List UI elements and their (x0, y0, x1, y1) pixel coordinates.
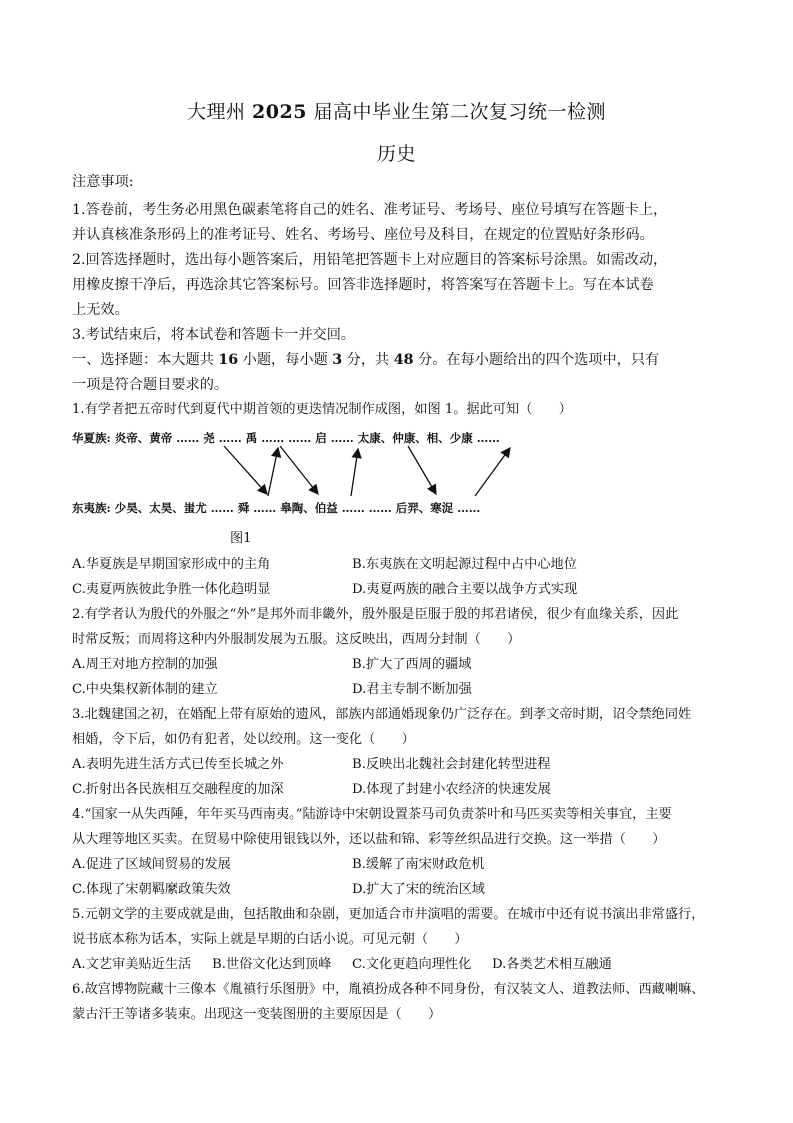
question-4-stem: 4.“国家一从失西陲，年年买马西南夷。”陆游诗中宋朝设置茶马司负责茶叶和马匹买卖等相关事宜，主要 (72, 807, 672, 822)
question-4-stem: 从大理等地区买卖。在贸易中除使用银钱以外，还以盐和锦、彩等丝织品进行交换。这一举措（ ） (72, 832, 666, 847)
arrow-taikang-to-houyi (408, 446, 436, 494)
notice-line: 1.答卷前，考生务必用黑色碳素笔将自己的姓名、准考证号、考场号、座位号填写在答题卡上， (72, 202, 668, 218)
arrow-yao-to-shun (224, 446, 267, 494)
q1-option-a: A.华夏族是早期国家形成中的主角 (72, 557, 271, 572)
question-2-stem: 时常反叛；而周将这种内外服制发展为五服。这反映出，西周分封制（ ） (72, 632, 521, 647)
notice-line: 并认真核准条形码上的准考证号、姓名、考场号、座位号及科目，在规定的位置贴好条形码。 (72, 227, 654, 243)
section-heading-line2: 一项是符合题目要求的。 (72, 377, 229, 393)
q2-option-a: A.周王对地方控制的加强 (72, 657, 218, 672)
arrow-hanzhuo-to-shaokang (475, 448, 510, 496)
title-text-2: 届高中毕业生第二次复习统一检测 (306, 101, 606, 123)
title-year: 2025 (252, 101, 307, 123)
q4-option-c: C.体现了宋朝羁縻政策失效 (72, 882, 231, 897)
question-5-stem: 5.元朝文学的主要成就是曲，包括散曲和杂剧，更加适合市井演唱的需要。在城市中还有说书演出非常盛行， (72, 907, 705, 922)
figure-row-dongyi: 东夷族: 少昊、太昊、蚩尤 …… 舜 …… 皋陶、伯益 …… …… 后羿、寒浞 …… (72, 501, 481, 515)
q3-option-a: A.表明先进生活方式已传至长城之外 (72, 757, 284, 772)
q2-option-d: D.君主专制不断加强 (352, 682, 472, 697)
question-5-stem: 说书底本称为话本，实际上就是早期的白话小说。可见元朝（ ） (72, 932, 468, 947)
arrow-boyi-to-qi (351, 449, 358, 496)
figure-row-huaxia: 华夏族: 炎帝、黄帝 …… 尧 …… 禹 …… …… 启 …… 太康、仲康、相、少康 …… (72, 431, 500, 445)
question-3-stem: 相婚，令下后，如仍有犯者，处以绞刑。这一变化（ ） (72, 732, 415, 747)
question-2-stem: 2.有学者认为殷代的外服之“外”是邦外而非畿外，殷外服是臣服于殷的邦君诸侯，很少有血缘关系，因此 (72, 607, 679, 622)
q3-option-d: D.体现了封建小农经济的快速发展 (352, 782, 551, 797)
q1-option-d: D.夷夏两族的融合主要以战争方式实现 (352, 582, 578, 597)
arrow-yu-to-gaotao (280, 446, 318, 494)
q5-option-a: A.文艺审美贴近生活 (72, 957, 192, 972)
figure-1-diagram (72, 424, 572, 524)
q2-option-b: B.扩大了西周的疆域 (352, 657, 472, 672)
question-6-stem: 蒙古汗王等诸多装束。出现这一变装图册的主要原因是（ ） (72, 1007, 442, 1022)
q5-option-b: B.世俗文化达到顶峰 (212, 957, 332, 972)
title-text: 大理州 (187, 101, 253, 123)
notice-line: 上无效。 (72, 302, 129, 318)
section-heading: 一、选择题：本大题共 16 小题，每小题 3 分，共 48 分。在每小题给出的四个选项中，只有 (72, 352, 660, 368)
q3-option-c: C.折射出各民族相互交融程度的加深 (72, 782, 284, 797)
arrow-shun-to-yu (268, 448, 278, 496)
q5-option-c: C.文化更趋向理性化 (352, 957, 472, 972)
notice-heading: 注意事项: (72, 174, 134, 190)
exam-title (0, 97, 793, 124)
notice-line: 2.回答选择题时，选出每小题答案后，用铅笔把答题卡上对应题目的答案标号涂黑。如需改动， (72, 252, 668, 268)
subject-title: 历史 (376, 143, 416, 165)
q1-option-b: B.东夷族在文明起源过程中占中心地位 (352, 557, 577, 572)
q3-option-b: B.反映出北魏社会封建化转型进程 (352, 757, 551, 772)
figure-1-caption: 图1 (230, 531, 252, 546)
q4-option-d: D.扩大了宋的统治区域 (352, 882, 485, 897)
notice-line: 3.考试结束后，将本试卷和答题卡一并交回。 (72, 327, 356, 343)
question-3-stem: 3.北魏建国之初，在婚配上带有原始的遗风，部族内部通婚现象仍广泛存在。到孝文帝时期，诏令禁绝同姓 (72, 707, 692, 722)
q4-option-b: B.缓解了南宋财政危机 (352, 857, 485, 872)
question-6-stem: 6.故宫博物院藏十三像本《胤禛行乐图册》中，胤禛扮成各种不同身份，有汉装文人、道教法师、西藏喇嘛、 (72, 982, 705, 997)
q5-option-d: D.各类艺术相互融通 (492, 957, 612, 972)
q1-option-c: C.夷夏两族彼此争胜一体化趋明显 (72, 582, 271, 597)
q4-option-a: A.促进了区域间贸易的发展 (72, 857, 231, 872)
question-1-stem: 1.有学者把五帝时代到夏代中期首领的更迭情况制作成图，如图 1。据此可知（ ） (72, 402, 572, 417)
notice-line: 用橡皮擦干净后，再选涂其它答案标号。回答非选择题时，将答案写在答题卡上。写在本试卷 (72, 277, 654, 293)
q2-option-c: C.中央集权新体制的建立 (72, 682, 218, 697)
